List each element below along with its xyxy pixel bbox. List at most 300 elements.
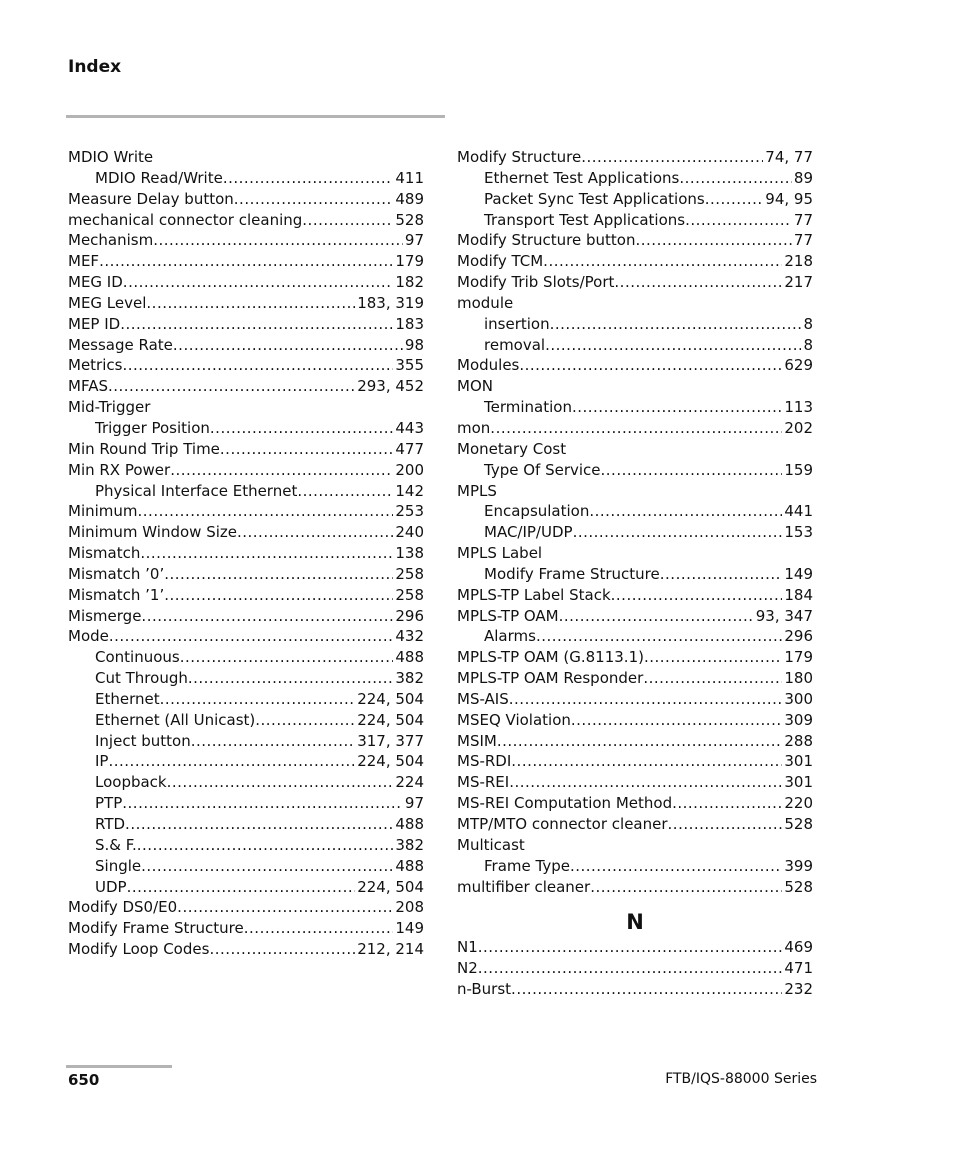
dot-leader bbox=[255, 711, 355, 729]
index-page-refs: 399 bbox=[784, 856, 813, 875]
index-page-refs: 8 bbox=[803, 314, 813, 333]
index-term: Alarms bbox=[484, 627, 536, 646]
index-page-refs: 183, 319 bbox=[357, 293, 424, 312]
dot-leader bbox=[138, 502, 394, 520]
index-page-refs: 469 bbox=[784, 938, 813, 957]
index-page-refs: 89 bbox=[793, 168, 813, 187]
index-entry bbox=[68, 586, 424, 607]
dot-leader bbox=[519, 356, 782, 374]
index-entry bbox=[68, 440, 424, 461]
dot-leader bbox=[509, 690, 783, 708]
index-subentry bbox=[457, 502, 813, 523]
dot-leader bbox=[297, 482, 393, 500]
index-entry bbox=[68, 315, 424, 336]
index-page-refs: 179 bbox=[395, 252, 424, 271]
index-term: Mismerge bbox=[68, 606, 142, 625]
index-term: n-Burst bbox=[457, 980, 512, 999]
index-page-refs: 97 bbox=[404, 231, 424, 250]
index-entry bbox=[68, 940, 424, 961]
index-term: RTD bbox=[95, 815, 126, 833]
index-entry bbox=[68, 398, 424, 419]
index-entry bbox=[68, 627, 424, 648]
index-entry bbox=[68, 502, 424, 523]
index-page-refs: 296 bbox=[784, 627, 813, 646]
index-term: insertion bbox=[484, 314, 550, 333]
index-subentry bbox=[68, 836, 424, 857]
index-subentry bbox=[68, 419, 424, 440]
index-subentry bbox=[457, 336, 813, 357]
index-subentry bbox=[457, 565, 813, 586]
index-subentry bbox=[68, 690, 424, 711]
dot-leader bbox=[237, 523, 393, 541]
index-entry bbox=[68, 565, 424, 586]
index-subentry bbox=[68, 857, 424, 878]
index-term: Continuous bbox=[95, 648, 180, 667]
index-term: Min RX Power bbox=[68, 460, 171, 479]
index-term: Modify Structure button bbox=[457, 231, 636, 250]
dot-leader bbox=[545, 336, 801, 354]
index-entry bbox=[457, 440, 813, 461]
index-term: Single bbox=[95, 856, 142, 875]
dot-leader bbox=[685, 211, 792, 229]
index-entry bbox=[68, 211, 424, 232]
index-page-refs: 629 bbox=[784, 356, 813, 375]
index-page-refs: 182 bbox=[395, 273, 424, 292]
index-entry bbox=[457, 586, 813, 607]
index-term: N1 bbox=[457, 938, 478, 957]
dot-leader bbox=[209, 940, 355, 958]
index-page-refs: 217 bbox=[784, 273, 813, 292]
index-page-refs: 153 bbox=[784, 523, 813, 542]
dot-leader bbox=[536, 627, 782, 645]
dot-leader bbox=[210, 419, 393, 437]
index-entry bbox=[457, 377, 813, 398]
dot-leader bbox=[164, 586, 393, 604]
index-page-refs: 138 bbox=[395, 544, 424, 563]
index-entry bbox=[457, 878, 813, 899]
dot-leader bbox=[643, 669, 782, 687]
index-term: Encapsulation bbox=[484, 502, 590, 521]
dot-leader bbox=[571, 711, 782, 729]
dot-leader bbox=[109, 627, 393, 645]
index-term: Mismatch bbox=[68, 544, 141, 563]
dot-leader bbox=[160, 690, 356, 708]
index-term: Minimum Window Size bbox=[68, 523, 237, 542]
index-page-refs: 149 bbox=[395, 919, 424, 938]
index-term: Inject button bbox=[95, 731, 191, 750]
dot-leader bbox=[125, 815, 393, 833]
index-column-right bbox=[457, 148, 813, 1001]
dot-leader bbox=[137, 836, 394, 854]
index-term: MPLS-TP OAM (G.8113.1) bbox=[457, 648, 644, 667]
dot-leader bbox=[164, 565, 393, 583]
index-page-refs: 411 bbox=[395, 168, 424, 187]
index-term: Modify Loop Codes bbox=[68, 940, 210, 959]
index-list-m-continued bbox=[457, 148, 813, 898]
dot-leader bbox=[170, 461, 393, 479]
index-page-refs: 296 bbox=[395, 606, 424, 625]
index-page-refs: 317, 377 bbox=[357, 731, 424, 750]
index-entry bbox=[68, 356, 424, 377]
index-term: Frame Type bbox=[484, 856, 570, 875]
index-page-refs: 443 bbox=[395, 418, 424, 437]
index-page-refs: 253 bbox=[395, 502, 424, 521]
index-term: Mechanism bbox=[68, 231, 154, 250]
dot-leader bbox=[188, 669, 394, 687]
footer-page-number: 650 bbox=[68, 1071, 100, 1089]
index-entry bbox=[457, 482, 813, 503]
dot-leader bbox=[705, 190, 764, 208]
index-page-refs: 528 bbox=[784, 877, 813, 896]
index-term: MPLS bbox=[457, 481, 497, 500]
dot-leader bbox=[581, 148, 763, 166]
dot-leader bbox=[122, 356, 393, 374]
index-page-refs: 528 bbox=[395, 210, 424, 229]
index-entry bbox=[457, 836, 813, 857]
index-entry bbox=[457, 669, 813, 690]
dot-leader bbox=[559, 607, 754, 625]
index-subentry bbox=[457, 315, 813, 336]
index-page-refs: 441 bbox=[784, 502, 813, 521]
index-page-refs: 224, 504 bbox=[357, 710, 424, 729]
index-term: MEF bbox=[68, 252, 100, 271]
index-term: MON bbox=[457, 377, 493, 396]
index-subentry bbox=[68, 169, 424, 190]
index-term: Trigger Position bbox=[95, 418, 210, 437]
index-entry bbox=[68, 523, 424, 544]
index-page-refs: 74, 77 bbox=[765, 148, 813, 166]
index-term: Ethernet bbox=[95, 689, 160, 708]
dot-leader bbox=[146, 294, 355, 312]
index-page-refs: 432 bbox=[395, 627, 424, 646]
dot-leader bbox=[177, 898, 393, 916]
index-term: Modules bbox=[457, 356, 520, 375]
dot-leader bbox=[497, 732, 783, 750]
index-term: MTP/MTO connector cleaner bbox=[457, 815, 668, 833]
dot-leader bbox=[570, 857, 782, 875]
index-subentry bbox=[457, 857, 813, 878]
index-term: mechanical connector cleaning bbox=[68, 210, 303, 229]
index-list-n bbox=[457, 938, 813, 1001]
dot-leader bbox=[173, 336, 403, 354]
index-term: module bbox=[457, 293, 514, 312]
index-term: Message Rate bbox=[68, 335, 173, 354]
index-term: Minimum bbox=[68, 502, 138, 521]
index-term: MS-RDI bbox=[457, 752, 512, 771]
dot-leader bbox=[572, 398, 782, 416]
index-term: MFAS bbox=[68, 377, 108, 396]
index-term: mon bbox=[457, 418, 491, 437]
dot-leader bbox=[590, 878, 782, 896]
index-page-refs: 180 bbox=[784, 669, 813, 688]
dot-leader bbox=[141, 607, 393, 625]
index-term: UDP bbox=[95, 877, 127, 896]
index-page-refs: 224, 504 bbox=[357, 877, 424, 896]
index-entry bbox=[457, 252, 813, 273]
dot-leader bbox=[490, 419, 782, 437]
index-entry bbox=[457, 938, 813, 959]
index-entry bbox=[457, 752, 813, 773]
index-entry bbox=[457, 273, 813, 294]
dot-leader bbox=[108, 377, 355, 395]
index-term: MSIM bbox=[457, 731, 497, 750]
index-page-refs: 218 bbox=[784, 252, 813, 271]
index-page-refs: 8 bbox=[803, 335, 813, 354]
dot-leader bbox=[122, 794, 403, 812]
dot-leader bbox=[223, 169, 394, 187]
index-page-refs: 183 bbox=[395, 314, 424, 333]
index-entry bbox=[68, 294, 424, 315]
dot-leader bbox=[509, 773, 782, 791]
index-term: S.& F. bbox=[95, 835, 137, 854]
index-page-refs: 477 bbox=[395, 439, 424, 458]
index-term: MPLS Label bbox=[457, 544, 543, 563]
index-entry bbox=[457, 419, 813, 440]
index-term: MS-AIS bbox=[457, 689, 509, 708]
index-page-refs: 382 bbox=[395, 669, 424, 688]
dot-leader bbox=[99, 252, 393, 270]
index-page-refs: 142 bbox=[395, 481, 424, 500]
index-page-refs: 94, 95 bbox=[765, 189, 813, 208]
index-subentry bbox=[68, 669, 424, 690]
index-term: Cut Through bbox=[95, 669, 188, 688]
index-entry bbox=[68, 336, 424, 357]
index-term: MPLS-TP OAM Responder bbox=[457, 669, 644, 688]
index-term: PTP bbox=[95, 794, 123, 813]
index-subentry bbox=[68, 815, 424, 836]
index-page-refs: 179 bbox=[784, 648, 813, 667]
index-entry bbox=[457, 356, 813, 377]
dot-leader bbox=[511, 752, 782, 770]
dot-leader bbox=[679, 169, 792, 187]
index-term: MS-REI Computation Method bbox=[457, 794, 673, 813]
index-term: MEP ID bbox=[68, 314, 121, 333]
index-page-refs: 382 bbox=[395, 835, 424, 854]
index-page-refs: 488 bbox=[395, 648, 424, 667]
index-term: Mid-Trigger bbox=[68, 398, 151, 417]
index-entry bbox=[68, 231, 424, 252]
index-entry bbox=[68, 461, 424, 482]
dot-leader bbox=[140, 544, 393, 562]
index-entry bbox=[457, 544, 813, 565]
index-term: Modify Frame Structure bbox=[484, 564, 660, 583]
index-page-refs: 258 bbox=[395, 564, 424, 583]
index-term: MEG ID bbox=[68, 273, 123, 292]
index-page-refs: 301 bbox=[784, 773, 813, 792]
index-term: Min Round Trip Time bbox=[68, 439, 220, 458]
dot-leader bbox=[244, 919, 394, 937]
dot-leader bbox=[660, 565, 783, 583]
index-term: Type Of Service bbox=[484, 460, 601, 479]
index-entry bbox=[68, 898, 424, 919]
index-page-refs: 258 bbox=[395, 585, 424, 604]
index-term: Termination bbox=[484, 398, 572, 417]
dot-leader bbox=[167, 773, 394, 791]
index-subentry bbox=[457, 523, 813, 544]
index-page-refs: 149 bbox=[784, 564, 813, 583]
index-page-refs: 77 bbox=[793, 231, 813, 250]
index-term: Mismatch ’0’ bbox=[68, 564, 165, 583]
index-page-refs: 300 bbox=[784, 689, 813, 708]
index-page-refs: 98 bbox=[404, 335, 424, 354]
index-term: Mode bbox=[68, 627, 109, 646]
dot-leader bbox=[543, 252, 782, 270]
index-entry bbox=[68, 252, 424, 273]
index-subentry bbox=[68, 482, 424, 503]
dot-leader bbox=[120, 315, 393, 333]
index-term: Loopback bbox=[95, 773, 167, 792]
index-term: multifiber cleaner bbox=[457, 877, 591, 896]
dot-leader bbox=[644, 648, 782, 666]
index-page-refs: 488 bbox=[395, 815, 424, 833]
index-page-refs: 309 bbox=[784, 710, 813, 729]
dot-leader bbox=[302, 211, 393, 229]
index-page-refs: 288 bbox=[784, 731, 813, 750]
index-term: Ethernet Test Applications bbox=[484, 168, 680, 187]
index-page-refs: 113 bbox=[784, 398, 813, 417]
index-page-refs: 528 bbox=[784, 815, 813, 833]
index-page-refs: 208 bbox=[395, 898, 424, 917]
index-subentry bbox=[68, 773, 424, 794]
dot-leader bbox=[614, 273, 782, 291]
index-term: IP bbox=[95, 752, 109, 771]
index-entry bbox=[68, 190, 424, 211]
index-term: Mismatch ’1’ bbox=[68, 585, 165, 604]
index-entry bbox=[457, 690, 813, 711]
index-term: Modify DS0/E0 bbox=[68, 898, 178, 917]
index-page-refs: 355 bbox=[395, 356, 424, 375]
index-page-refs: 471 bbox=[784, 959, 813, 978]
index-page-refs: 488 bbox=[395, 856, 424, 875]
header-divider bbox=[66, 115, 445, 118]
index-term: Modify Frame Structure bbox=[68, 919, 244, 938]
index-entry bbox=[457, 959, 813, 980]
dot-leader bbox=[123, 273, 394, 291]
index-entry bbox=[68, 377, 424, 398]
dot-leader bbox=[180, 648, 394, 666]
index-term: Multicast bbox=[457, 835, 525, 854]
footer-divider bbox=[66, 1065, 172, 1068]
index-entry bbox=[457, 980, 813, 1001]
dot-leader bbox=[672, 794, 782, 812]
index-entry bbox=[457, 607, 813, 628]
index-subentry bbox=[457, 211, 813, 232]
dot-leader bbox=[668, 815, 783, 833]
index-term: Transport Test Applications bbox=[484, 210, 686, 229]
index-entry bbox=[68, 607, 424, 628]
dot-leader bbox=[601, 461, 783, 479]
index-subentry bbox=[68, 648, 424, 669]
index-term: Packet Sync Test Applications bbox=[484, 189, 705, 208]
dot-leader bbox=[478, 938, 783, 956]
index-page-refs: 202 bbox=[784, 418, 813, 437]
index-page-refs: 224 bbox=[395, 773, 424, 792]
index-term: Modify Trib Slots/Port bbox=[457, 273, 615, 292]
index-term: MEG Level bbox=[68, 293, 147, 312]
dot-leader bbox=[153, 231, 403, 249]
index-term: Modify Structure bbox=[457, 148, 582, 166]
index-term: MDIO Read/Write bbox=[95, 168, 223, 187]
index-page-refs: 489 bbox=[395, 189, 424, 208]
index-entry bbox=[457, 773, 813, 794]
dot-leader bbox=[127, 878, 356, 896]
index-term: Monetary Cost bbox=[457, 439, 567, 458]
index-column-left bbox=[68, 148, 424, 961]
index-entry bbox=[68, 273, 424, 294]
index-subentry bbox=[68, 711, 424, 732]
index-page-refs: 212, 214 bbox=[357, 940, 424, 959]
dot-leader bbox=[589, 502, 782, 520]
index-entry bbox=[457, 711, 813, 732]
index-page-refs: 224, 504 bbox=[357, 689, 424, 708]
index-page-refs: 232 bbox=[784, 980, 813, 999]
index-page-refs: 293, 452 bbox=[357, 377, 424, 396]
index-subentry bbox=[457, 190, 813, 211]
footer-series-name: FTB/IQS-88000 Series bbox=[665, 1071, 817, 1087]
index-page-refs: 240 bbox=[395, 523, 424, 542]
index-term: Measure Delay button bbox=[68, 189, 234, 208]
index-term: Ethernet (All Unicast) bbox=[95, 710, 256, 729]
index-subentry bbox=[68, 794, 424, 815]
index-entry bbox=[68, 544, 424, 565]
index-term: MPLS-TP OAM bbox=[457, 606, 559, 625]
dot-leader bbox=[636, 231, 792, 249]
dot-leader bbox=[611, 586, 783, 604]
dot-leader bbox=[573, 523, 783, 541]
dot-leader bbox=[191, 732, 356, 750]
dot-leader bbox=[141, 857, 393, 875]
index-page-refs: 224, 504 bbox=[357, 752, 424, 771]
index-page-refs: 159 bbox=[784, 460, 813, 479]
index-subentry bbox=[457, 398, 813, 419]
index-term: MPLS-TP Label Stack bbox=[457, 585, 611, 604]
index-subentry bbox=[457, 169, 813, 190]
index-page-refs: 97 bbox=[404, 794, 424, 813]
index-term: MSEQ Violation bbox=[457, 710, 571, 729]
index-page-refs: 77 bbox=[793, 210, 813, 229]
index-page-refs: 93, 347 bbox=[755, 606, 813, 625]
index-term: MS-REI bbox=[457, 773, 510, 792]
index-entry bbox=[457, 815, 813, 836]
index-term: N2 bbox=[457, 959, 478, 978]
index-entry bbox=[457, 231, 813, 252]
index-entry bbox=[68, 919, 424, 940]
index-page-refs: 200 bbox=[395, 460, 424, 479]
index-subentry bbox=[68, 752, 424, 773]
index-entry bbox=[457, 732, 813, 753]
index-subentry bbox=[457, 461, 813, 482]
index-entry bbox=[457, 294, 813, 315]
index-entry bbox=[457, 148, 813, 169]
dot-leader bbox=[220, 440, 393, 458]
index-term: Physical Interface Ethernet bbox=[95, 481, 298, 500]
index-subentry bbox=[68, 878, 424, 899]
index-term: Modify TCM bbox=[457, 252, 544, 271]
index-term: MDIO Write bbox=[68, 148, 154, 166]
dot-leader bbox=[234, 190, 394, 208]
index-entry bbox=[457, 794, 813, 815]
dot-leader bbox=[108, 752, 355, 770]
index-page-refs: 301 bbox=[784, 752, 813, 771]
index-subentry bbox=[457, 627, 813, 648]
index-term: Metrics bbox=[68, 356, 123, 375]
index-entry bbox=[457, 648, 813, 669]
index-page-refs: 220 bbox=[784, 794, 813, 813]
section-letter-n: N bbox=[626, 910, 644, 935]
dot-leader bbox=[478, 959, 783, 977]
index-entry bbox=[68, 148, 424, 169]
index-term: removal bbox=[484, 335, 546, 354]
